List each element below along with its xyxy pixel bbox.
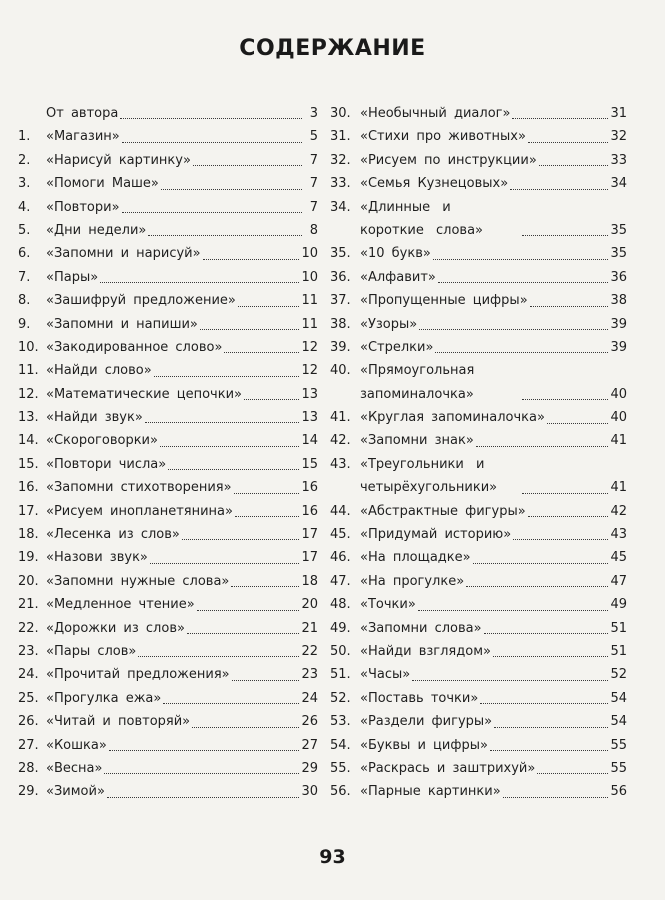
toc-entry-title: «Магазин» xyxy=(46,129,120,145)
toc-dot-leader xyxy=(528,516,609,517)
toc-entry-page: 39 xyxy=(610,339,627,355)
toc-entry-page: 40 xyxy=(610,410,627,426)
toc-entry xyxy=(18,453,318,476)
toc-entry-page: 30 xyxy=(301,784,318,800)
toc-entry-number: 55. xyxy=(330,760,351,776)
toc-entry-number: 5. xyxy=(18,222,31,238)
toc-entry xyxy=(18,780,318,803)
toc-entry-number: 16. xyxy=(18,480,39,496)
toc-dot-leader xyxy=(522,493,608,494)
toc-entry-number: 35. xyxy=(330,246,351,262)
toc-dot-leader xyxy=(484,633,609,634)
toc-dot-leader xyxy=(168,469,299,470)
toc-dot-leader xyxy=(197,610,300,611)
toc-entry-page: 16 xyxy=(301,503,318,519)
toc-entry-title: «Зимой» xyxy=(46,784,105,800)
toc-dot-leader xyxy=(187,633,300,634)
toc-entry-page: 45 xyxy=(610,550,627,566)
toc-entry-page: 11 xyxy=(301,316,318,332)
toc-entry-number: 1. xyxy=(18,129,31,145)
toc-entry-page: 21 xyxy=(301,620,318,636)
toc-dot-leader xyxy=(104,773,299,774)
toc-entry xyxy=(330,780,627,803)
toc-entry-title: «Запомни стихотворения» xyxy=(46,480,232,496)
toc-dot-leader xyxy=(438,282,609,283)
toc-entry-number: 41. xyxy=(330,410,351,426)
toc-entry-title: «Буквы и цифры» xyxy=(360,737,488,753)
toc-entry-title: «Треугольники и четырёхугольники» xyxy=(360,456,498,496)
toc-entry-number: 50. xyxy=(330,644,351,660)
toc-entry-title: «Рисуем по инструкции» xyxy=(360,152,537,168)
toc-entry xyxy=(18,406,318,429)
toc-dot-leader xyxy=(160,446,300,447)
toc-entry-number: 17. xyxy=(18,503,39,519)
toc-right-column xyxy=(330,102,627,804)
toc-entry-page: 27 xyxy=(301,737,318,753)
toc-entry-number: 7. xyxy=(18,269,31,285)
toc-dot-leader xyxy=(433,259,609,260)
toc-dot-leader xyxy=(528,142,609,143)
toc-entry-number: 38. xyxy=(330,316,351,332)
toc-entry-number: 40. xyxy=(330,363,351,379)
toc-entry xyxy=(18,383,318,406)
toc-entry-number: 47. xyxy=(330,573,351,589)
toc-entry-number: 25. xyxy=(18,690,39,706)
toc-entry-title: «Узоры» xyxy=(360,316,418,332)
toc-entry-page: 29 xyxy=(301,760,318,776)
toc-entry-title: «Назови звук» xyxy=(46,550,148,566)
toc-dot-leader xyxy=(547,423,608,424)
toc-entry-number: 31. xyxy=(330,129,351,145)
toc-entry-number: 56. xyxy=(330,784,351,800)
toc-entry xyxy=(330,313,627,336)
toc-dot-leader xyxy=(539,165,609,166)
toc-entry-title: «Пропущенные цифры» xyxy=(360,293,528,309)
toc-entry-page: 7 xyxy=(309,199,318,215)
toc-entry-title: «Семья Кузнецовых» xyxy=(360,176,509,192)
toc-entry xyxy=(18,359,318,382)
toc-entry-number: 26. xyxy=(18,714,39,730)
toc-entry-title: «Раздели фигуры» xyxy=(360,714,493,730)
toc-entry-page: 47 xyxy=(610,573,627,589)
toc-entry xyxy=(18,125,318,148)
toc-entry xyxy=(18,429,318,452)
toc-entry-page: 54 xyxy=(610,714,627,730)
toc-entry-page: 7 xyxy=(309,176,318,192)
toc-entry-title: «Абстрактные фигуры» xyxy=(360,503,526,519)
toc-entry-title: «Алфавит» xyxy=(360,269,436,285)
toc-entry-number: 8. xyxy=(18,293,31,309)
toc-entry xyxy=(330,196,627,243)
toc-entry-page: 42 xyxy=(610,503,627,519)
toc-entry-title: «Повтори» xyxy=(46,199,120,215)
toc-entry xyxy=(18,149,318,172)
toc-entry-page: 33 xyxy=(610,152,627,168)
toc-entry-title: «Нарисуй картинку» xyxy=(46,152,191,168)
toc-entry-number: 6. xyxy=(18,246,31,262)
toc-dot-leader xyxy=(510,189,608,190)
toc-entry-number: 27. xyxy=(18,737,39,753)
toc-entry-number: 44. xyxy=(330,503,351,519)
toc-entry-page: 35 xyxy=(610,222,627,238)
toc-dot-leader xyxy=(473,563,609,564)
toc-dot-leader xyxy=(493,656,609,657)
toc-dot-leader xyxy=(161,189,302,190)
toc-entry-number: 42. xyxy=(330,433,351,449)
toc-entry xyxy=(18,196,318,219)
toc-entry xyxy=(330,102,627,125)
toc-entry-title: «На площадке» xyxy=(360,550,471,566)
toc-entry xyxy=(330,125,627,148)
page-number: 93 xyxy=(319,846,346,868)
toc-entry-title: «Весна» xyxy=(46,760,103,776)
toc-entry-title: «Запомни знак» xyxy=(360,433,474,449)
toc-entry-number: 37. xyxy=(330,293,351,309)
toc-entry xyxy=(330,172,627,195)
toc-entry-page: 55 xyxy=(610,760,627,776)
toc-dot-leader xyxy=(120,118,302,119)
toc-entry-title: «Запомни нужные слова» xyxy=(46,573,230,589)
toc-entry xyxy=(18,546,318,569)
toc-dot-leader xyxy=(100,282,299,283)
toc-entry-number: 36. xyxy=(330,269,351,285)
toc-entry-page: 20 xyxy=(301,597,318,613)
toc-entry-number: 53. xyxy=(330,714,351,730)
toc-entry-number: 13. xyxy=(18,410,39,426)
toc-dot-leader xyxy=(109,750,300,751)
toc-entry-page: 41 xyxy=(610,480,627,496)
toc-dot-leader xyxy=(138,656,299,657)
toc-entry-page: 5 xyxy=(309,129,318,145)
toc-entry xyxy=(330,336,627,359)
toc-entry-page: 15 xyxy=(301,456,318,472)
toc-entry-number: 29. xyxy=(18,784,39,800)
toc-entry-number: 9. xyxy=(18,316,31,332)
toc-left-column xyxy=(18,102,318,804)
toc-dot-leader xyxy=(503,797,609,798)
toc-dot-leader xyxy=(163,703,299,704)
toc-entry-title: «Необычный диалог» xyxy=(360,105,511,121)
toc-dot-leader xyxy=(224,352,299,353)
toc-entry-page: 51 xyxy=(610,620,627,636)
toc-entry xyxy=(18,500,318,523)
toc-entry-title: «Помоги Маше» xyxy=(46,176,159,192)
toc-entry xyxy=(330,663,627,686)
toc-dot-leader xyxy=(490,750,609,751)
toc-entry-title: От автора xyxy=(46,105,119,121)
toc-dot-leader xyxy=(494,727,608,728)
toc-entry-title: «Длинные и короткие слова» xyxy=(360,199,484,238)
toc-dot-leader xyxy=(234,493,300,494)
toc-entry-number: 10. xyxy=(18,339,39,355)
toc-entry-page: 52 xyxy=(610,667,627,683)
toc-entry-title: «Запомни слова» xyxy=(360,620,482,636)
toc-entry-page: 10 xyxy=(301,269,318,285)
toc-dot-leader xyxy=(203,259,300,260)
toc-entry-page: 13 xyxy=(301,386,318,402)
toc-entry-number: 24. xyxy=(18,667,39,683)
toc-entry-title: «Поставь точки» xyxy=(360,690,479,706)
toc-entry xyxy=(18,172,318,195)
toc-entry-page: 54 xyxy=(610,690,627,706)
toc-entry xyxy=(330,500,627,523)
toc-entry-page: 34 xyxy=(610,176,627,192)
toc-entry xyxy=(330,570,627,593)
toc-entry xyxy=(330,523,627,546)
toc-entry-title: «Найди слово» xyxy=(46,363,152,379)
toc-entry-number: 49. xyxy=(330,620,351,636)
toc-entry xyxy=(18,734,318,757)
toc-entry-number: 4. xyxy=(18,199,31,215)
toc-entry xyxy=(330,617,627,640)
toc-entry xyxy=(18,266,318,289)
toc-dot-leader xyxy=(235,516,299,517)
toc-entry-title: «Зашифруй предложение» xyxy=(46,293,236,309)
toc-entry-title: «Математические цепочки» xyxy=(46,386,242,402)
toc-entry-page: 24 xyxy=(301,690,318,706)
toc-entry-page: 11 xyxy=(301,293,318,309)
toc-entry-title: «Запомни и напиши» xyxy=(46,316,198,332)
toc-entry xyxy=(330,430,627,453)
toc-entry-page: 18 xyxy=(301,573,318,589)
toc-entry-title: «Стрелки» xyxy=(360,339,434,355)
toc-dot-leader xyxy=(537,773,608,774)
toc-entry-title: «Пары» xyxy=(46,269,99,285)
toc-entry-title: «Лесенка из слов» xyxy=(46,527,180,543)
toc-dot-leader xyxy=(419,329,608,330)
toc-dot-leader xyxy=(476,446,609,447)
toc-entry-number: 43. xyxy=(330,456,351,472)
toc-entry-title: «Парные картинки» xyxy=(360,784,501,800)
toc-entry xyxy=(18,570,318,593)
toc-entry-title: «Дни недели» xyxy=(46,222,147,238)
toc-entry-page: 8 xyxy=(309,222,318,238)
toc-entry-page: 14 xyxy=(301,433,318,449)
toc-entry-page: 17 xyxy=(301,527,318,543)
toc-entry-number: 45. xyxy=(330,527,351,543)
toc-entry xyxy=(330,406,627,429)
toc-entry-page: 41 xyxy=(610,433,627,449)
toc-dot-leader xyxy=(530,306,609,307)
toc-entry-number: 48. xyxy=(330,597,351,613)
toc-dot-leader xyxy=(238,306,300,307)
toc-entry-title: «Закодированное слово» xyxy=(46,339,223,355)
toc-entry xyxy=(18,710,318,733)
toc-dot-leader xyxy=(522,235,608,236)
toc-entry xyxy=(330,710,627,733)
toc-entry-number: 21. xyxy=(18,597,39,613)
toc-entry-page: 12 xyxy=(301,339,318,355)
toc-entry-title: «Прогулка ежа» xyxy=(46,690,162,706)
toc-entry-title: «Прямоугольная запоминалочка» xyxy=(360,363,475,402)
toc-entry-number: 46. xyxy=(330,550,351,566)
toc-entry-page: 3 xyxy=(309,105,318,121)
toc-entry-page: 43 xyxy=(610,527,627,543)
toc-entry-page: 13 xyxy=(301,410,318,426)
toc-entry xyxy=(18,640,318,663)
toc-entry-title: «Читай и повторяй» xyxy=(46,714,191,730)
toc-entry-page: 36 xyxy=(610,269,627,285)
toc-entry xyxy=(18,476,318,499)
toc-entry-page: 39 xyxy=(610,316,627,332)
toc-dot-leader xyxy=(244,399,299,400)
toc-entry-title: «Скороговорки» xyxy=(46,433,158,449)
toc-dot-leader xyxy=(466,586,608,587)
toc-entry-page: 22 xyxy=(301,643,318,659)
toc-entry-title: «Точки» xyxy=(360,597,416,613)
toc-entry-number: 15. xyxy=(18,456,39,472)
toc-dot-leader xyxy=(522,399,608,400)
toc-entry-page: 51 xyxy=(610,644,627,660)
toc-entry-number: 33. xyxy=(330,176,351,192)
toc-entry-page: 7 xyxy=(309,152,318,168)
toc-entry-title: «Придумай историю» xyxy=(360,527,512,543)
toc-dot-leader xyxy=(150,563,300,564)
toc-entry-page: 12 xyxy=(301,363,318,379)
toc-dot-leader xyxy=(513,539,608,540)
toc-entry xyxy=(330,593,627,616)
toc-dot-leader xyxy=(192,727,299,728)
toc-dot-leader xyxy=(154,376,300,377)
toc-entry-number: 3. xyxy=(18,176,31,192)
toc-entry-page: 31 xyxy=(610,105,627,121)
toc-entry-number: 20. xyxy=(18,573,39,589)
toc-entry-page: 10 xyxy=(301,246,318,262)
toc-entry-number: 34. xyxy=(330,199,351,215)
toc-dot-leader xyxy=(418,610,609,611)
toc-entry-title: «Запомни и нарисуй» xyxy=(46,246,201,262)
toc-dot-leader xyxy=(200,329,300,330)
toc-entry-number: 54. xyxy=(330,737,351,753)
toc-entry-number: 23. xyxy=(18,643,39,659)
toc-entry-number: 11. xyxy=(18,363,39,379)
toc-dot-leader xyxy=(231,586,299,587)
toc-entry xyxy=(18,617,318,640)
toc-entry xyxy=(330,289,627,312)
toc-entry-page: 32 xyxy=(610,129,627,145)
toc-entry-page: 17 xyxy=(301,550,318,566)
toc-entry xyxy=(330,546,627,569)
toc-entry-page: 16 xyxy=(301,480,318,496)
toc-entry-number: 2. xyxy=(18,152,31,168)
toc-entry xyxy=(18,313,318,336)
toc-entry-number: 19. xyxy=(18,550,39,566)
toc-dot-leader xyxy=(232,680,300,681)
toc-entry-title: «Дорожки из слов» xyxy=(46,620,185,636)
toc-entry-number: 22. xyxy=(18,620,39,636)
toc-dot-leader xyxy=(193,165,302,166)
toc-entry-page: 49 xyxy=(610,597,627,613)
toc-dot-leader xyxy=(480,703,608,704)
toc-entry xyxy=(330,640,627,663)
toc-entry-page: 38 xyxy=(610,293,627,309)
toc-entry-number: 18. xyxy=(18,527,39,543)
toc-entry xyxy=(18,219,318,242)
toc-entry-title: «Рисуем инопланетянина» xyxy=(46,503,233,519)
toc-entry xyxy=(330,266,627,289)
toc-dot-leader xyxy=(435,352,608,353)
toc-entry xyxy=(18,523,318,546)
toc-entry xyxy=(330,359,627,406)
toc-entry-number: 52. xyxy=(330,690,351,706)
toc-entry-title: «Медленное чтение» xyxy=(46,597,195,613)
toc-entry-page: 23 xyxy=(301,667,318,683)
toc-dot-leader xyxy=(107,797,300,798)
toc-entry-number: 28. xyxy=(18,760,39,776)
toc-entry-page: 56 xyxy=(610,784,627,800)
toc-entry xyxy=(330,757,627,780)
toc-entry xyxy=(18,593,318,616)
page-title: СОДЕРЖАНИЕ xyxy=(239,36,426,61)
toc-entry xyxy=(330,734,627,757)
toc-entry xyxy=(18,289,318,312)
toc-dot-leader xyxy=(512,118,608,119)
toc-dot-leader xyxy=(412,680,608,681)
toc-entry xyxy=(18,663,318,686)
toc-entry xyxy=(18,336,318,359)
toc-entry-number: 12. xyxy=(18,386,39,402)
toc-entry-title: «На прогулке» xyxy=(360,573,465,589)
toc-dot-leader xyxy=(145,422,300,423)
toc-entry-title: «Часы» xyxy=(360,667,411,683)
toc-entry-number: 32. xyxy=(330,152,351,168)
toc-entry-title: «Найди звук» xyxy=(46,410,143,426)
toc-entry xyxy=(330,687,627,710)
toc-entry xyxy=(18,757,318,780)
toc-entry-title: «Прочитай предложения» xyxy=(46,667,230,683)
toc-entry xyxy=(18,102,318,125)
toc-entry-number: 30. xyxy=(330,105,351,121)
toc-entry-title: «Раскрась и заштрихуй» xyxy=(360,760,536,776)
toc-entry-number: 39. xyxy=(330,339,351,355)
toc-entry-number: 14. xyxy=(18,433,39,449)
toc-entry-page: 26 xyxy=(301,714,318,730)
toc-entry xyxy=(330,242,627,265)
toc-entry-title: «Кошка» xyxy=(46,737,107,753)
toc-entry xyxy=(330,149,627,172)
toc-entry xyxy=(330,453,627,500)
toc-entry-title: «10 букв» xyxy=(360,246,431,262)
toc-entry-title: «Круглая запоминалочка» xyxy=(360,410,545,426)
toc-dot-leader xyxy=(122,142,302,143)
toc-entry-title: «Пары слов» xyxy=(46,643,137,659)
toc-entry-page: 40 xyxy=(610,386,627,402)
toc-entry-page: 35 xyxy=(610,246,627,262)
toc-dot-leader xyxy=(148,235,302,236)
toc-entry-title: «Повтори числа» xyxy=(46,456,167,472)
toc-entry xyxy=(18,242,318,265)
toc-entry-title: «Стихи про животных» xyxy=(360,129,526,145)
toc-dot-leader xyxy=(122,212,302,213)
toc-entry-page: 55 xyxy=(610,737,627,753)
toc-dot-leader xyxy=(182,539,300,540)
toc-entry-number: 51. xyxy=(330,667,351,683)
toc-entry-title: «Найди взглядом» xyxy=(360,644,491,660)
toc-entry xyxy=(18,687,318,710)
